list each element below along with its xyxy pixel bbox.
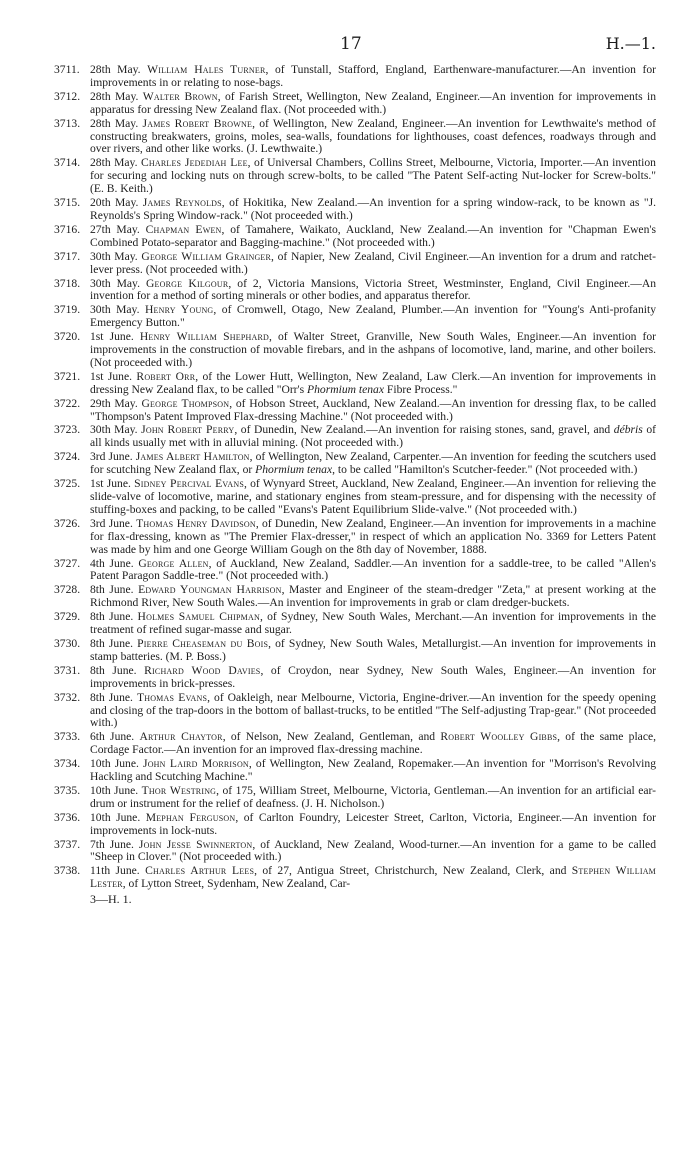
applicant-name: Sidney Percival Evans bbox=[134, 477, 244, 491]
entry-number: 3729. bbox=[54, 610, 81, 624]
entry-date: 11th June. bbox=[90, 864, 140, 878]
applicant-name: George Thompson bbox=[141, 396, 230, 410]
entry-text: , of Tunstall, Stafford, England, Earthenware-manufacturer.—An invention for improvements in or relating to nose-bags. bbox=[90, 63, 656, 89]
entry-date: 7th June. bbox=[90, 837, 134, 851]
applicant-name: Edward Youngman Harrison bbox=[138, 583, 282, 597]
entry-number: 3713. bbox=[54, 116, 81, 130]
patent-entry bbox=[54, 558, 656, 584]
entry-number: 3721. bbox=[54, 369, 81, 383]
patent-entry bbox=[54, 304, 656, 330]
patent-entry bbox=[54, 251, 656, 277]
patent-entry bbox=[54, 812, 656, 838]
entry-date: 30th May. bbox=[90, 303, 140, 317]
entry-date: 28th May. bbox=[90, 63, 141, 76]
entry-date: 28th May. bbox=[90, 156, 138, 170]
entry-number: 3733. bbox=[54, 730, 81, 744]
entry-text: , of Wellington, New Zealand, Carpenter.—An invention for feeding the scutchers used for scutching New Zealand flax, or bbox=[90, 450, 656, 477]
entry-date: 8th June. bbox=[90, 663, 137, 677]
applicant-name: George Kilgour bbox=[145, 276, 229, 290]
entry-number: 3735. bbox=[54, 783, 81, 797]
entry-date: 6th June. bbox=[90, 730, 135, 744]
patent-entry bbox=[54, 785, 656, 811]
entry-date: 20th May. bbox=[90, 196, 139, 210]
entry-number: 3737. bbox=[54, 837, 81, 851]
entry-text: , of Wynyard Street, Auckland, New Zealand, Engineer.—An invention for relieving the slide-valve of locomotive, marine, and stationary engines from steam-pressure, and for dispensing with the necessity of stuffing-boxes and packing, to be called "Evans's Patent Equilibrium Slide-valve." (Not proceeded with.) bbox=[90, 477, 656, 516]
entry-number: 3720. bbox=[54, 330, 81, 344]
page-header bbox=[54, 34, 656, 64]
italic-term: Phormium tenax bbox=[255, 463, 333, 477]
applicant-name: Robert Orr bbox=[136, 369, 196, 383]
entry-date: 10th June. bbox=[90, 783, 139, 797]
entry-text: , of 175, William Street, Melbourne, Victoria, Gentleman.—An invention for an artificial ear-drum or instrument for the relief of deafness. (J. H. Nicholson.) bbox=[90, 783, 656, 810]
entry-number: 3724. bbox=[54, 450, 81, 464]
entry-text: , Master and Engineer of the steam-dredger "Zeta," at present working at the Richmond River, New South Wales.—An invention for improvements in grab or clam dredger-buckets. bbox=[90, 583, 656, 610]
applicant-name: Arthur Chaytor bbox=[139, 730, 223, 744]
entry-text: , of Wellington, New Zealand, Engineer.—An invention for Lewthwaite's method of constructing breakwaters, groins, moles, sea-walls, foundations for lighthouses, coast defences, roadways through and over rivers, and other like works. (J. Lewthwaite.) bbox=[90, 116, 656, 156]
applicant-name: William Hales Turner bbox=[147, 63, 266, 76]
applicant-name: John Robert Perry bbox=[141, 423, 235, 437]
patent-entry bbox=[54, 91, 656, 117]
italic-term: Phormium tenax bbox=[307, 382, 385, 396]
applicant-name: James Reynolds bbox=[142, 196, 222, 210]
entry-text: , of Wellington, New Zealand, Ropemaker.—An invention for "Morrison's Revolving Hackling and Scutching Machine." bbox=[90, 757, 656, 784]
page-number: 17 bbox=[340, 34, 362, 54]
co-applicant-name: Robert Woolley Gibbs bbox=[440, 730, 558, 744]
entry-date: 3rd June. bbox=[90, 516, 133, 530]
applicant-name: John Jesse Swinnerton bbox=[138, 837, 253, 851]
applicant-name: Thor Westring bbox=[141, 783, 217, 797]
applicant-name: George Allen bbox=[138, 556, 209, 570]
entry-number: 3723. bbox=[54, 423, 81, 437]
entry-text: , of the Lower Hutt, Wellington, New Zealand, Law Clerk.—An invention for improvements in dressing New Zealand flax, to be called "Orr's bbox=[90, 369, 656, 396]
patent-entry bbox=[54, 398, 656, 424]
applicant-name: Mephan Ferguson bbox=[145, 810, 236, 824]
entry-number: 3736. bbox=[54, 810, 81, 824]
applicant-name: Walter Brown bbox=[142, 89, 218, 103]
entry-date: 10th June. bbox=[90, 810, 141, 824]
entry-text: , of Sydney, New South Wales, Merchant.—An invention for improvements in the treatment of refined sugar-masse and sugar. bbox=[90, 610, 657, 637]
co-applicant-name: Stephen William Lester bbox=[90, 864, 656, 891]
entry-number: 3717. bbox=[54, 249, 81, 263]
entry-text: , of Auckland, New Zealand, Wood-turner.—An invention for a game to be called "Sheep in Clover." (Not proceeded with.) bbox=[90, 837, 656, 864]
applicant-name: Thomas Evans bbox=[136, 690, 208, 704]
entry-text: , of Oakleigh, near Melbourne, Victoria, Engine-driver.—An invention for the speedy opening and closing of the trap-doors in the bottom of ballast-trucks, to be entitled "The Self-adjusting Trap-gear." (Not proceeded with.) bbox=[90, 690, 656, 730]
entry-date: 3rd June. bbox=[90, 450, 133, 464]
entry-text: , of Farish Street, Wellington, New Zealand, Engineer.—An invention for improvements in apparatus for dressing New Zealand flax. (Not proceeded with.) bbox=[90, 89, 656, 116]
applicant-name: Richard Wood Davies bbox=[144, 663, 261, 677]
entry-text: , of Dunedin, New Zealand.—An invention for raising stones, sand, gravel, and bbox=[234, 423, 614, 437]
entry-number: 3725. bbox=[54, 477, 81, 491]
patent-entry bbox=[54, 331, 656, 370]
entry-text: , of Hokitika, New Zealand.—An invention for a spring window-rack, to be known as "J. Reynolds's Spring Window-rack." (Not proceeded with.) bbox=[90, 196, 656, 222]
applicant-name: Charles Jedediah Lee bbox=[140, 156, 248, 170]
entry-text: , of Napier, New Zealand, Civil Engineer.—An invention for a drum and ratchet-lever press. (Not proceeded with.) bbox=[90, 249, 656, 276]
applicant-name: James Albert Hamilton bbox=[135, 450, 250, 464]
patent-entry bbox=[54, 692, 656, 731]
entry-date: 30th May. bbox=[90, 423, 138, 437]
applicant-name: Pierre Cheaseman du Bois bbox=[137, 636, 269, 650]
patent-entry bbox=[54, 638, 656, 664]
patent-entry bbox=[54, 118, 656, 157]
applicant-name: Henry Young bbox=[144, 303, 214, 317]
applicant-name: Henry William Shephard bbox=[139, 330, 269, 344]
entry-text: , of Carlton Foundry, Leicester Street, Carlton, Victoria, Engineer.—An invention for improvements in lock-nuts. bbox=[90, 810, 656, 837]
entry-text: , of Cromwell, Otago, New Zealand, Plumber.—An invention for "Young's Anti-profanity Emergency Button." bbox=[90, 303, 656, 330]
entry-date: 30th May. bbox=[90, 276, 140, 290]
printer-signature: 3—H. 1. bbox=[90, 892, 132, 907]
entry-text: , of Walter Street, Granville, New South Wales, Engineer.—An invention for improvements in the construction of movable firebars, and in the ashpans of locomotive, land, marine, and other boilers. (Not proceeded with.) bbox=[90, 330, 657, 369]
entry-number: 3731. bbox=[54, 663, 81, 677]
applicant-name: Chapman Ewen bbox=[145, 222, 222, 236]
patent-entry bbox=[54, 518, 656, 557]
patent-entry bbox=[54, 665, 656, 691]
entry-date: 10th June. bbox=[90, 757, 139, 771]
entry-text-continued: , of the same place, Cordage Factor.—An invention for an improved flax-dressing machine. bbox=[90, 730, 657, 757]
entry-text: , of 2, Victoria Mansions, Victoria Street, Westminster, England, Civil Engineer.—An invention for a method of sorting minerals or other bodies, and apparatus therefor. bbox=[90, 276, 656, 303]
entry-text-continued: of all kinds usually met with in alluvial mining. (Not proceeded with.) bbox=[90, 423, 656, 450]
entry-text: , of Universal Chambers, Collins Street, Melbourne, Victoria, Importer.—An invention for securing and locking nuts on through screw-bolts, to be called "The Patent Self-acting Nut-locker for Screw-bolts." (E. B. Keith.) bbox=[90, 156, 656, 196]
entry-number: 3712. bbox=[54, 89, 81, 103]
entry-text: , of Hobson Street, Auckland, New Zealand.—An invention for dressing flax, to be called "Thompson's Patent Improved Flax-dressing Machine." (Not proceeded with.) bbox=[90, 396, 656, 423]
applicant-name: James Robert Browne bbox=[142, 116, 253, 130]
patent-entry bbox=[54, 839, 656, 865]
entry-date: 8th June. bbox=[90, 636, 134, 650]
entry-number: 3715. bbox=[54, 196, 81, 210]
entry-number: 3716. bbox=[54, 222, 81, 236]
entry-text: , of Croydon, near Sydney, New South Wales, Engineer.—An invention for improvements in brick-presses. bbox=[90, 663, 656, 690]
entry-text-continued: Fibre Process." bbox=[384, 382, 458, 396]
italic-term: débris bbox=[613, 423, 643, 437]
entry-number: 3718. bbox=[54, 276, 81, 290]
entry-date: 29th May. bbox=[90, 396, 138, 410]
entry-date: 1st June. bbox=[90, 477, 131, 491]
entry-text: , of Dunedin, New Zealand, Engineer.—An invention for improvements in a machine for flax-dressing, known as "The Premier Flax-dresser," in respect of which an application No. 3369 for Letters Patent was made by him and one George William Gough on the 8th day of November, 1888. bbox=[90, 516, 656, 556]
entry-date: 4th June. bbox=[90, 556, 134, 570]
entry-number: 3738. bbox=[54, 864, 81, 878]
patent-entry bbox=[54, 731, 656, 757]
entry-number: 3722. bbox=[54, 396, 81, 410]
entry-text: , of Nelson, New Zealand, Gentleman, and bbox=[222, 730, 441, 744]
patent-entry bbox=[54, 197, 656, 223]
entry-date: 27th May. bbox=[90, 222, 140, 236]
patent-entry bbox=[54, 224, 656, 250]
entry-number: 3730. bbox=[54, 636, 81, 650]
patent-applications-list bbox=[54, 64, 656, 891]
patent-entry bbox=[54, 611, 656, 637]
entry-date: 8th June. bbox=[90, 690, 133, 704]
entry-number: 3714. bbox=[54, 156, 81, 170]
applicant-name: Charles Arthur Lees bbox=[145, 864, 255, 878]
entry-date: 1st June. bbox=[90, 369, 133, 383]
patent-entry bbox=[54, 64, 656, 90]
entry-number: 3711. bbox=[54, 63, 80, 76]
entry-text-continued: , of Lytton Street, Sydenham, New Zealand, Car- bbox=[122, 877, 351, 891]
entry-text: , of Tamahere, Waikato, Auckland, New Zealand.—An invention for "Chapman Ewen's Combined Potato-separator and Bagging-machine." (Not proceeded with.) bbox=[90, 222, 656, 249]
document-reference: H.—1. bbox=[605, 34, 656, 53]
entry-number: 3734. bbox=[54, 757, 81, 771]
entry-number: 3727. bbox=[54, 556, 81, 570]
patent-entry bbox=[54, 758, 656, 784]
applicant-name: George William Grainger bbox=[141, 249, 272, 263]
patent-entry bbox=[54, 424, 656, 450]
entry-date: 8th June. bbox=[90, 583, 134, 597]
entry-number: 3726. bbox=[54, 516, 81, 530]
applicant-name: Thomas Henry Davidson bbox=[136, 516, 256, 530]
applicant-name: John Laird Morrison bbox=[142, 757, 249, 771]
entry-number: 3732. bbox=[54, 690, 81, 704]
entry-text: , of 27, Antigua Street, Christchurch, New Zealand, Clerk, and bbox=[254, 864, 572, 878]
entry-number: 3719. bbox=[54, 303, 81, 317]
patent-entry bbox=[54, 157, 656, 196]
entry-date: 30th May. bbox=[90, 249, 138, 263]
entry-date: 1st June. bbox=[90, 330, 134, 344]
entry-date: 28th May. bbox=[90, 116, 139, 130]
entry-date: 8th June. bbox=[90, 610, 134, 624]
entry-date: 28th May. bbox=[90, 89, 139, 103]
entry-number: 3728. bbox=[54, 583, 81, 597]
patent-entry bbox=[54, 278, 656, 304]
entry-text: , of Auckland, New Zealand, Saddler.—An invention for a saddle-tree, to be called "Allen's Patent Paragon Saddle-tree." (Not proceeded with.) bbox=[90, 556, 656, 583]
entry-text-continued: , to be called "Hamilton's Scutcher-feeder." (Not proceeded with.) bbox=[332, 463, 638, 477]
patent-entry bbox=[54, 478, 656, 517]
applicant-name: Holmes Samuel Chipman bbox=[137, 610, 260, 624]
patent-entry bbox=[54, 451, 656, 477]
patent-entry bbox=[54, 371, 656, 397]
entry-text: , of Sydney, New South Wales, Metallurgist.—An invention for improvements in stamp batteries. (M. P. Boss.) bbox=[90, 636, 656, 663]
patent-entry bbox=[54, 865, 656, 891]
patent-entry bbox=[54, 584, 656, 610]
